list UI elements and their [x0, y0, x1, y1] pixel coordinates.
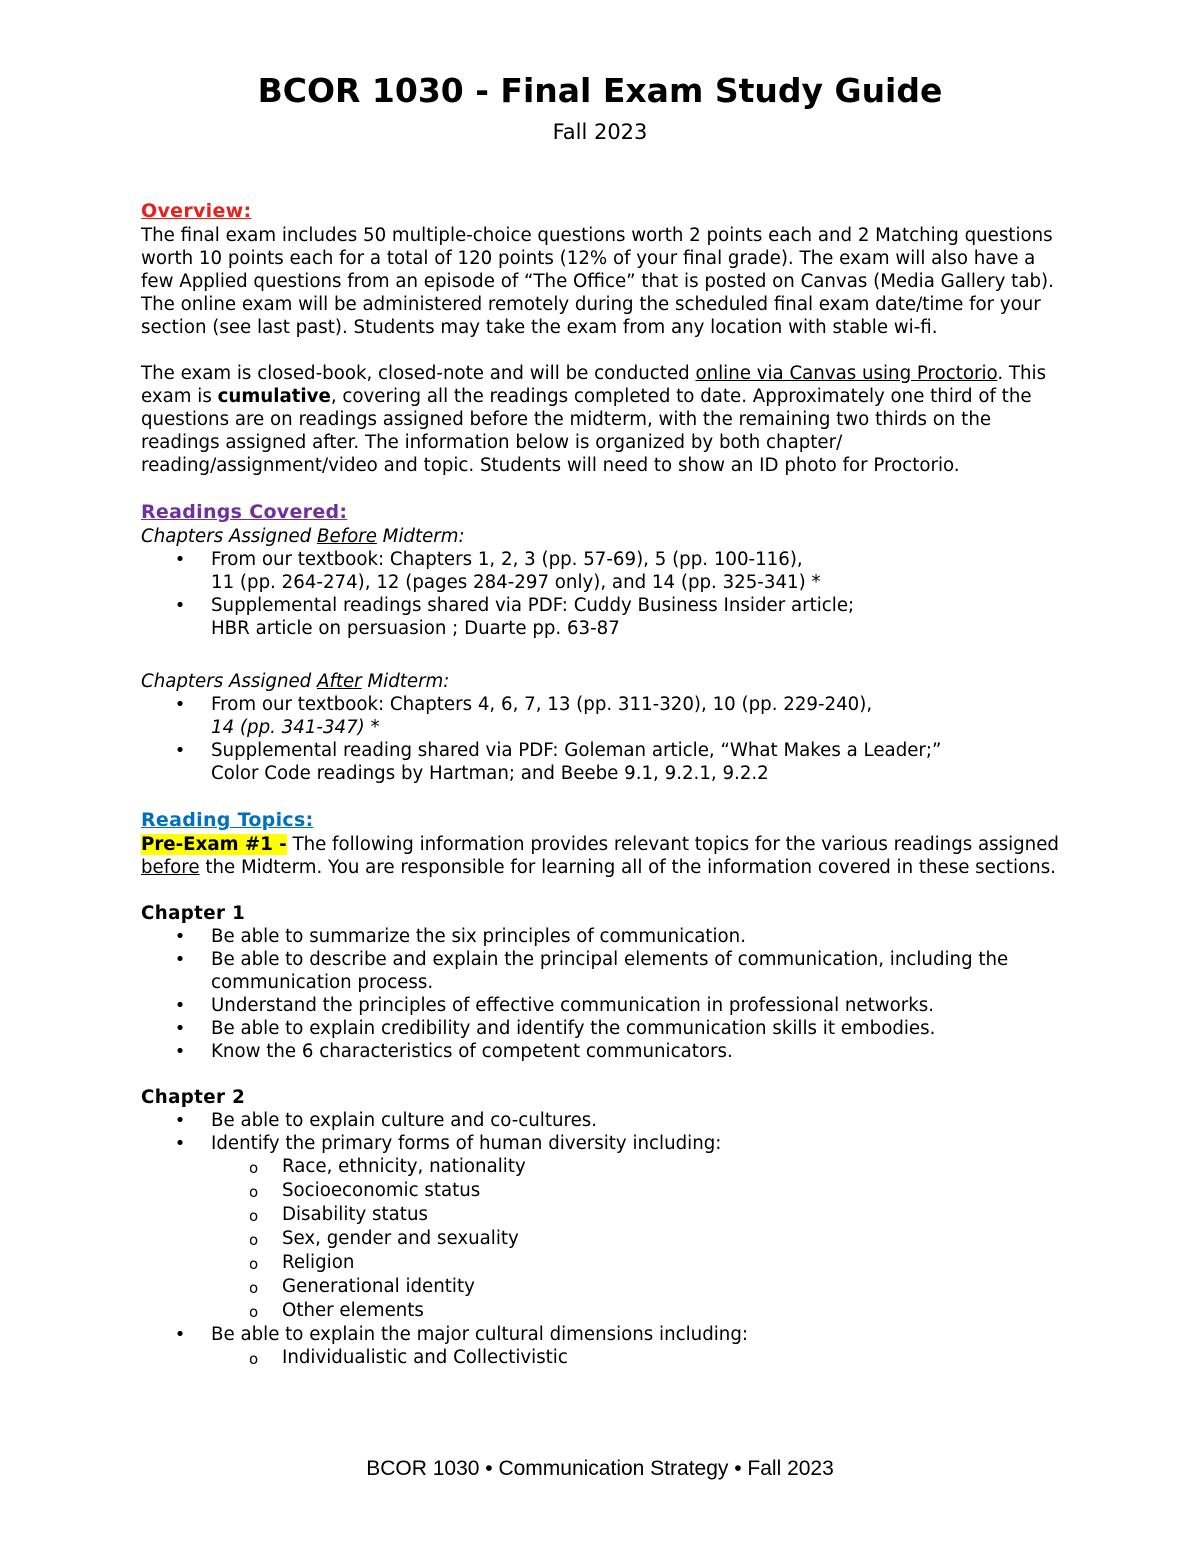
list-item: • Supplemental readings shared via PDF: Cuddy Business Insider article; HBR article on persuasion ; Duarte pp. 63-87: [174, 595, 855, 639]
list-item: • From our textbook: Chapters 1, 2, 3 (pp. 57-69), 5 (pp. 100-116), 11 (pp. 264-274), 12 (pages 284-297 only), and 14 (pp. 325-341) *: [174, 549, 821, 593]
list-item: • Supplemental reading shared via PDF: Goleman article, “What Makes a Leader;” Color Code readings by Hartman; and Beebe 9.1, 9.2.1, 9.2.2: [174, 740, 942, 784]
sublist-item: o Generational identity: [249, 1276, 475, 1297]
page-footer: BCOR 1030 • Communication Strategy • Fall 2023: [366, 1457, 834, 1480]
chapter-1-list: [141, 925, 1066, 1063]
after-midterm-list: [141, 693, 1066, 785]
cultural-dimensions-sublist: [141, 1346, 1066, 1370]
sublist-item: o Race, ethnicity, nationality: [249, 1156, 526, 1177]
pre-exam-paragraph: Pre-Exam #1 - The following information provides relevant topics for the various readings assigned before the Midterm. You are responsible for learning all of the information covered in these sections.: [141, 834, 1059, 878]
diversity-sublist: [141, 1155, 1066, 1323]
list-item: • Be able to describe and explain the principal elements of communication, including the communication process.: [174, 949, 1009, 993]
list-item: • Know the 6 characteristics of competent communicators.: [174, 1041, 733, 1062]
chapter-2-heading: Chapter 2: [141, 1087, 246, 1108]
list-item: • Be able to explain credibility and identify the communication skills it embodies.: [174, 1018, 936, 1039]
pre-exam-label: Pre-Exam #1 -: [141, 834, 287, 855]
readings-heading: Readings Covered:: [141, 501, 348, 523]
document-body: [141, 199, 1066, 1370]
sublist-item: o Religion: [249, 1252, 355, 1273]
sublist-item: o Other elements: [249, 1300, 424, 1321]
document-subtitle: Fall 2023: [552, 120, 648, 144]
sublist-item: o Sex, gender and sexuality: [249, 1228, 519, 1249]
list-item: • Identify the primary forms of human diversity including:: [174, 1133, 722, 1154]
proctorio-link-text: online via Canvas using Proctorio: [695, 363, 998, 384]
list-item: • From our textbook: Chapters 4, 6, 7, 13 (pp. 311-320), 10 (pp. 229-240), 14 (pp. 341-347) *: [174, 694, 873, 738]
list-item: • Be able to summarize the six principles of communication.: [174, 926, 746, 947]
sublist-item: o Disability status: [249, 1204, 428, 1225]
chapter-2-list-cont: [141, 1323, 1066, 1346]
chapter-2-list: [141, 1109, 1066, 1155]
before-midterm-list: [141, 548, 1066, 640]
sublist-item: o Individualistic and Collectivistic: [249, 1347, 568, 1368]
list-item: • Understand the principles of effective communication in professional networks.: [174, 995, 935, 1016]
sublist-item: o Socioeconomic status: [249, 1180, 481, 1201]
list-item: • Be able to explain culture and co-cultures.: [174, 1110, 598, 1131]
cumulative-emphasis: cumulative: [217, 386, 331, 407]
overview-paragraph-2: The exam is closed-book, closed-note and will be conducted online via Canvas using Proctorio. This exam is cumulative, covering all the readings completed to date. Approximately one third of the questions are on readings assigned before the midterm, with the remaining two thirds on the readings assigned after. The information below is organized by both chapter/ reading/assignment/video and topic. Students will need to show an ID photo for Proctorio.: [141, 363, 1047, 476]
before-midterm-label: Chapters Assigned Before Midterm:: [141, 526, 465, 547]
overview-heading: Overview:: [141, 200, 252, 222]
after-midterm-label: Chapters Assigned After Midterm:: [141, 671, 450, 692]
chapter-1-heading: Chapter 1: [141, 903, 246, 924]
overview-paragraph-1: The final exam includes 50 multiple-choice questions worth 2 points each and 2 Matching questions worth 10 points each for a total of 120 points (12% of your final grade). The exam will also have a few Applied questions from an episode of “The Office” that is posted on Canvas (Media Gallery tab). The online exam will be administered remotely during the scheduled final exam date/time for your section (see last past). Students may take the exam from any location with stable wi-fi.: [141, 225, 1054, 338]
reading-topics-heading: Reading Topics:: [141, 809, 314, 831]
document-title: BCOR 1030 - Final Exam Study Guide: [257, 71, 943, 110]
list-item: • Be able to explain the major cultural dimensions including:: [174, 1324, 748, 1345]
